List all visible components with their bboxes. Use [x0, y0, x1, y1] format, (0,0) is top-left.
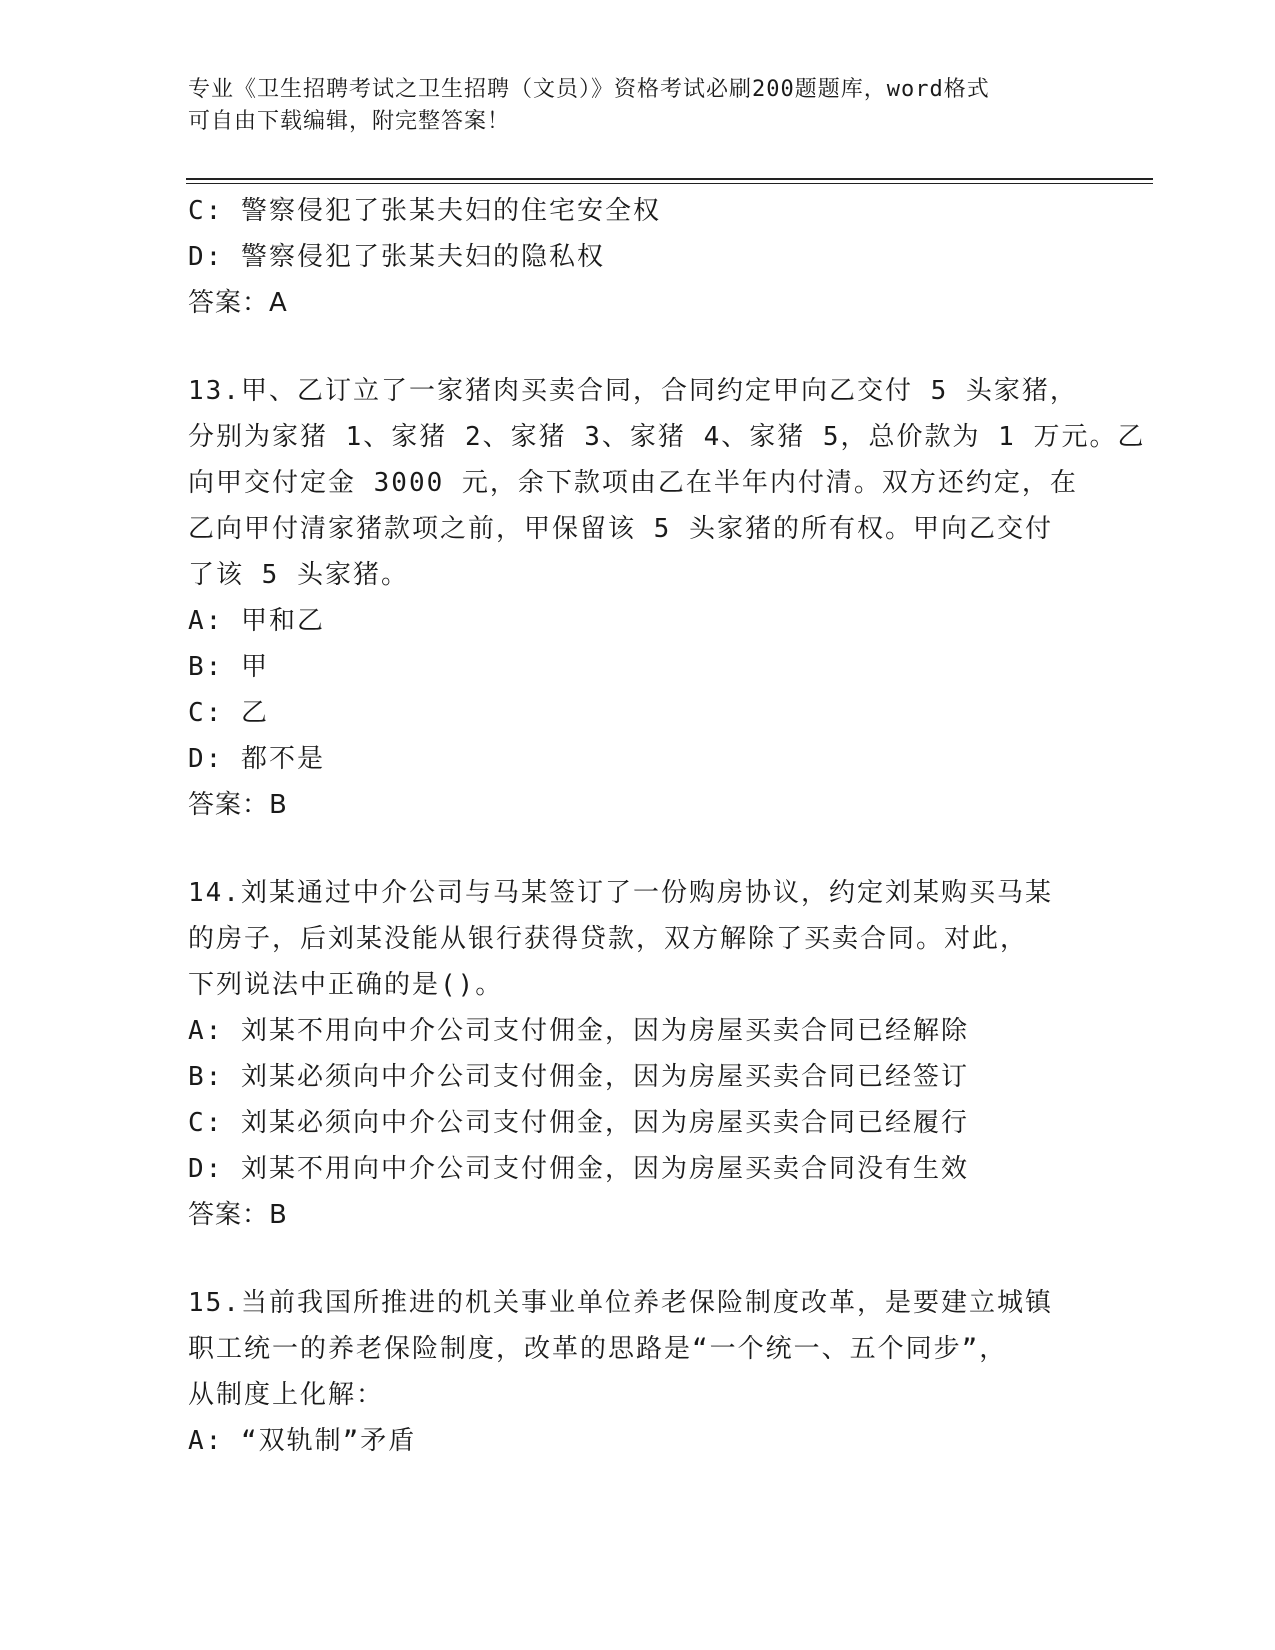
answer-line: 答案：A [188, 288, 288, 318]
question-text-line: 15.当前我国所推进的机关事业单位养老保险制度改革，是要建立城镇 [188, 1288, 1053, 1318]
question-text-line: 职工统一的养老保险制度，改革的思路是“一个统一、五个同步”， [188, 1334, 1008, 1364]
question-text-line: 下列说法中正确的是()。 [188, 970, 504, 1000]
question-text-line: 分别为家猪 1、家猪 2、家猪 3、家猪 4、家猪 5，总价款为 1 万元。乙 [188, 422, 1146, 452]
header-line-1: 专业《卫生招聘考试之卫生招聘（文员）》资格考试必刷200题题库，word格式 [188, 77, 990, 102]
option-d: D: 都不是 [188, 744, 325, 774]
question-text-line: 13.甲、乙订立了一家猪肉买卖合同，合同约定甲向乙交付 5 头家猪， [188, 376, 1078, 406]
question-text-line: 乙向甲付清家猪款项之前，甲保留该 5 头家猪的所有权。甲向乙交付 [188, 514, 1053, 544]
answer-line: 答案：B [188, 790, 288, 820]
question-13 [188, 368, 1188, 828]
question-text-line: 的房子，后刘某没能从银行获得贷款，双方解除了买卖合同。对此， [188, 924, 1029, 954]
option-c: C: 警察侵犯了张某夫妇的住宅安全权 [188, 196, 661, 226]
option-b: B: 甲 [188, 652, 269, 682]
spacer [188, 828, 1188, 870]
spacer [188, 326, 1188, 368]
question-text-line: 向甲交付定金 3000 元，余下款项由乙在半年内付清。双方还约定，在 [188, 468, 1078, 498]
option-d: D: 刘某不用向中介公司支付佣金，因为房屋买卖合同没有生效 [188, 1154, 969, 1184]
spacer [188, 1238, 1188, 1280]
question-text-line: 了该 5 头家猪。 [188, 560, 409, 590]
header-divider-thick [186, 178, 1153, 180]
option-a: A: 甲和乙 [188, 606, 325, 636]
option-d: D: 警察侵犯了张某夫妇的隐私权 [188, 242, 605, 272]
question-text-line: 从制度上化解： [188, 1380, 385, 1410]
header-divider-thin [186, 183, 1153, 184]
question-text-line: 14.刘某通过中介公司与马某签订了一份购房协议，约定刘某购买马某 [188, 878, 1053, 908]
question-12-continued [188, 188, 1188, 326]
option-a: A: “双轨制”矛盾 [188, 1426, 417, 1456]
page-header [188, 74, 1088, 138]
option-a: A: 刘某不用向中介公司支付佣金，因为房屋买卖合同已经解除 [188, 1016, 969, 1046]
option-c: C: 刘某必须向中介公司支付佣金，因为房屋买卖合同已经履行 [188, 1108, 969, 1138]
answer-line: 答案：B [188, 1200, 288, 1230]
header-line-2: 可自由下载编辑，附完整答案！ [188, 109, 511, 134]
question-14 [188, 870, 1188, 1238]
option-b: B: 刘某必须向中介公司支付佣金，因为房屋买卖合同已经签订 [188, 1062, 969, 1092]
option-c: C: 乙 [188, 698, 269, 728]
question-15 [188, 1280, 1188, 1464]
document-body [188, 188, 1188, 1464]
